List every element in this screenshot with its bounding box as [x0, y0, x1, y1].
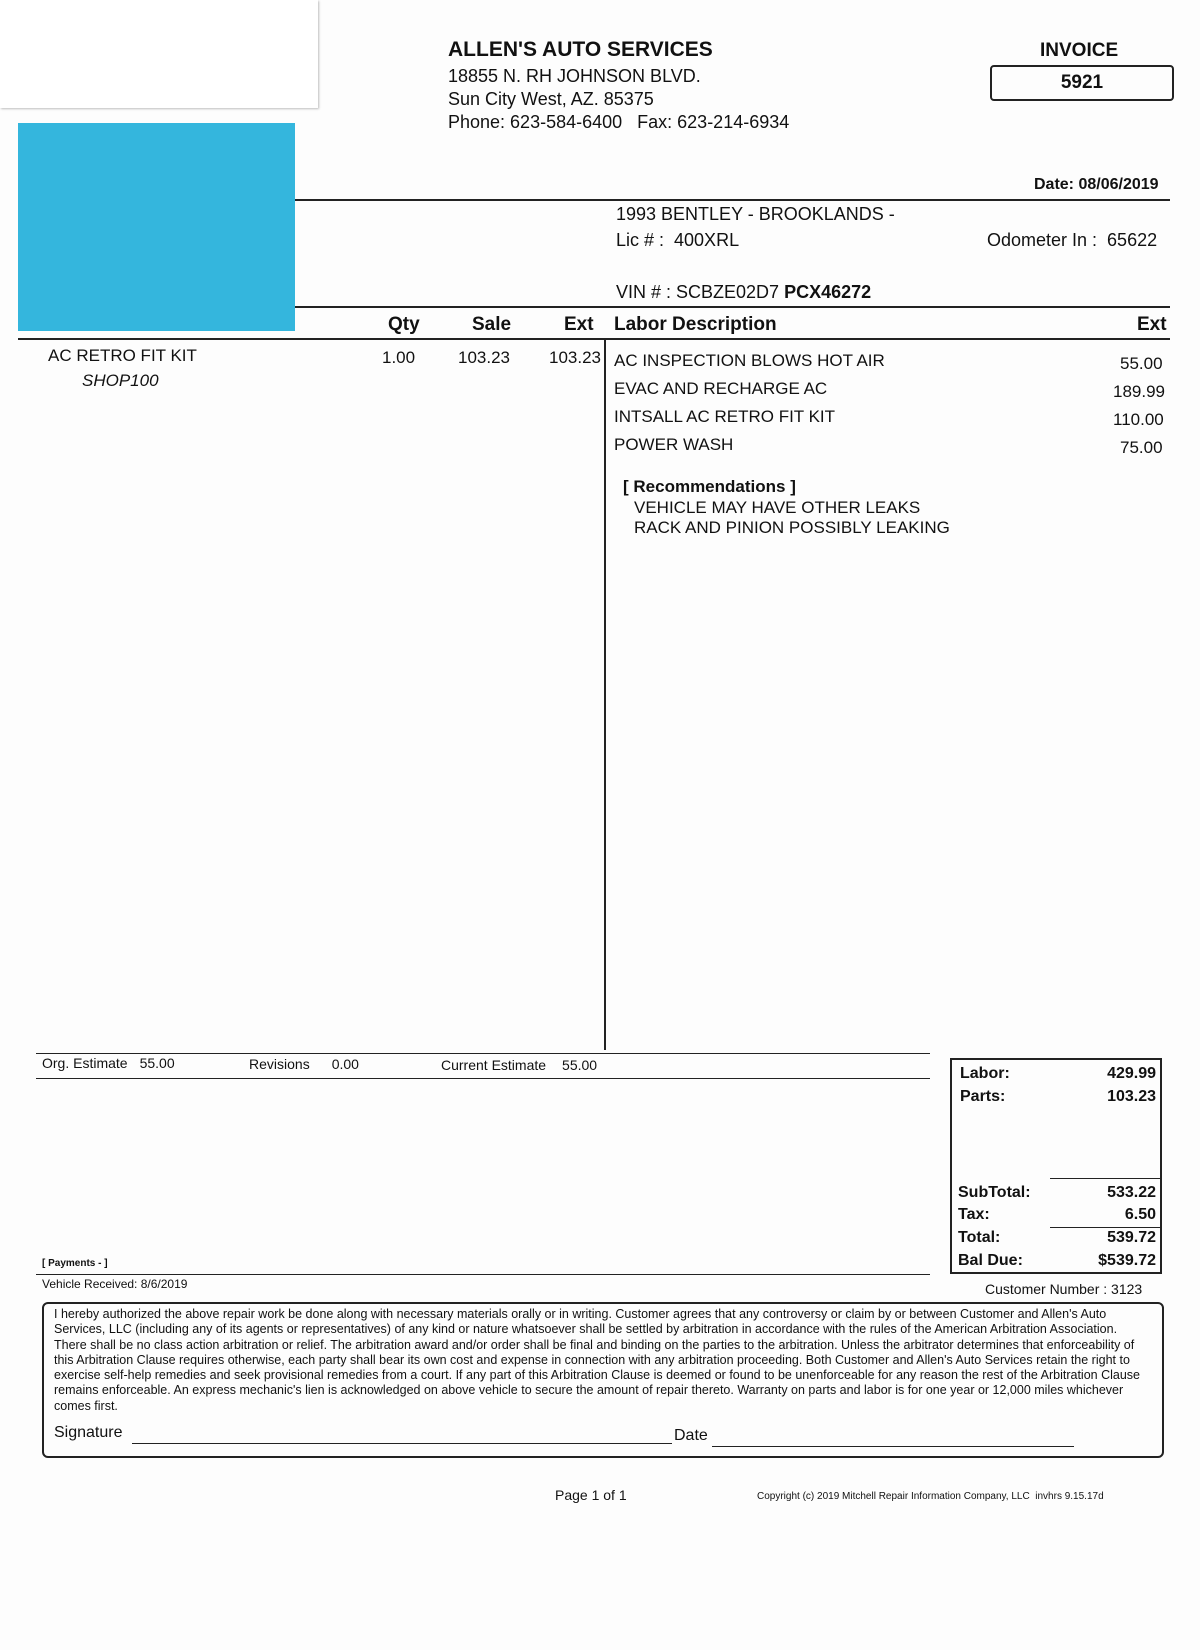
revisions [249, 1056, 359, 1072]
labor-total-value: 429.99 [1107, 1065, 1156, 1082]
subtotal-value: 533.22 [1107, 1184, 1156, 1201]
recommendations-title: [ Recommendations ] [623, 477, 796, 496]
tax-value: 6.50 [1124, 1206, 1156, 1223]
labor-total-label: Labor: [960, 1065, 1010, 1082]
col-sale: Sale [472, 314, 512, 335]
shop-address-line2: Sun City West, AZ. 85375 [448, 89, 654, 109]
part-code: SHOP100 [82, 371, 159, 390]
balance-due-value: $539.72 [1098, 1252, 1156, 1269]
vehicle-license: Lic # : 400XRL [616, 230, 740, 250]
labor-row-1-ext: 55.00 [1120, 354, 1163, 373]
vin-suffix: PCX46272 [784, 282, 872, 302]
recommendation-2: RACK AND PINION POSSIBLY LEAKING [634, 518, 950, 537]
shop-address-line1: 18855 N. RH JOHNSON BLVD. [448, 66, 701, 86]
current-estimate-value: 55.00 [562, 1057, 598, 1073]
parts-total-label: Parts: [960, 1088, 1006, 1105]
labor-row-3-description: INTSALL AC RETRO FIT KIT [614, 407, 836, 426]
payments-label: [ Payments - ] [42, 1258, 108, 1269]
subtotal-rule [1050, 1178, 1160, 1179]
revisions-label: Revisions [249, 1056, 310, 1072]
labor-row-4-description: POWER WASH [614, 435, 734, 454]
org-estimate-value: 55.00 [139, 1055, 175, 1071]
labor-row-2-ext: 189.99 [1113, 382, 1165, 401]
signature-label: Signature [54, 1424, 123, 1441]
vehicle-description: 1993 BENTLEY - BROOKLANDS - [616, 204, 895, 224]
balance-due-label: Bal Due: [958, 1252, 1023, 1269]
col-labor-ext: Ext [1137, 314, 1167, 335]
total-label: Total: [958, 1229, 1001, 1246]
parts-labor-divider [604, 338, 606, 1050]
date-label: Date [674, 1427, 708, 1444]
vehicle-received: Vehicle Received: 8/6/2019 [42, 1277, 188, 1291]
part-sale: 103.23 [458, 348, 510, 367]
column-header-bottom-line [18, 338, 1170, 340]
estimates-top-line [36, 1053, 930, 1054]
date-line[interactable] [712, 1446, 1074, 1447]
redaction-block [18, 123, 295, 331]
part-ext: 103.23 [549, 348, 601, 367]
payments-line [36, 1274, 930, 1275]
part-qty: 1.00 [382, 348, 416, 367]
shop-phone-fax: Phone: 623-584-6400 Fax: 623-214-6934 [448, 112, 790, 132]
totals-box [950, 1058, 1162, 1274]
authorization-text: I hereby authorized the above repair work be done along with necessary materials orally or in writing. Customer agrees that any controversy or claim by or between Customer and Allen's Auto Services, LLC (including any of its agents or representatives) of any kind or nature whatsoever shall be settled by arbitration in accordance with the rules of the American Arbitration Association. There shall be no class action arbitration or relief. The arbitration award and/or order shall be final and binding on the parties to the arbitration. Unless the arbitrator determines that enforceability of this Arbitration Clause requires otherwise, each party shall bear its own cost and expense in connection with any arbitration proceeding. Both Customer and Allen's Auto Services retain the right to exercise self-help remedies and seek provisional remedies from a court. If any part of this Arbitration Clause is deemed or found to be unenforceable for any reason the rest of the Arbitration Clause remains enforceable. An express mechanic's lien is acknowledged on above vehicle to secure the amount of repair thereto. Warranty on parts and labor is for one year or 12,000 miles whichever comes first. [54, 1307, 1140, 1413]
part-name: AC RETRO FIT KIT [48, 346, 197, 365]
invoice-number: 5921 [990, 65, 1174, 101]
tax-label: Tax: [958, 1206, 990, 1223]
copyright: Copyright (c) 2019 Mitchell Repair Information Company, LLC invhrs 9.15.17d [757, 1491, 1104, 1502]
org-estimate-label: Org. Estimate [42, 1055, 128, 1071]
revisions-value: 0.00 [331, 1056, 359, 1072]
shop-name: ALLEN'S AUTO SERVICES [448, 38, 713, 61]
total-rule [1050, 1227, 1160, 1228]
customer-number: Customer Number : 3123 [985, 1281, 1143, 1297]
invoice-label: INVOICE [1040, 40, 1119, 61]
current-estimate [441, 1057, 597, 1073]
labor-row-1-description: AC INSPECTION BLOWS HOT AIR [614, 351, 885, 370]
labor-row-2-description: EVAC AND RECHARGE AC [614, 379, 828, 398]
labor-row-4-ext: 75.00 [1120, 438, 1163, 457]
page-indicator: Page 1 of 1 [555, 1487, 627, 1503]
col-labor-description: Labor Description [614, 314, 777, 335]
column-header-top-line [295, 306, 1170, 308]
vehicle-vin [616, 282, 871, 303]
labor-row-3-ext: 110.00 [1113, 410, 1164, 429]
current-estimate-label: Current Estimate [441, 1057, 547, 1073]
signature-line[interactable] [132, 1443, 672, 1444]
estimates-bottom-line [36, 1078, 930, 1079]
vehicle-odometer: Odometer In : 65622 [987, 230, 1158, 250]
header-divider [295, 199, 1170, 201]
recommendation-1: VEHICLE MAY HAVE OTHER LEAKS [634, 498, 921, 517]
vin-prefix: VIN # : SCBZE02D7 [616, 282, 785, 302]
authorization-box [42, 1302, 1164, 1458]
col-qty: Qty [388, 314, 420, 335]
col-ext: Ext [564, 314, 594, 335]
total-value: 539.72 [1107, 1229, 1156, 1246]
parts-total-value: 103.23 [1107, 1088, 1156, 1105]
org-estimate [42, 1055, 175, 1071]
invoice-date: Date: 08/06/2019 [1034, 176, 1159, 193]
sticky-note [0, 0, 318, 108]
subtotal-label: SubTotal: [958, 1184, 1031, 1201]
